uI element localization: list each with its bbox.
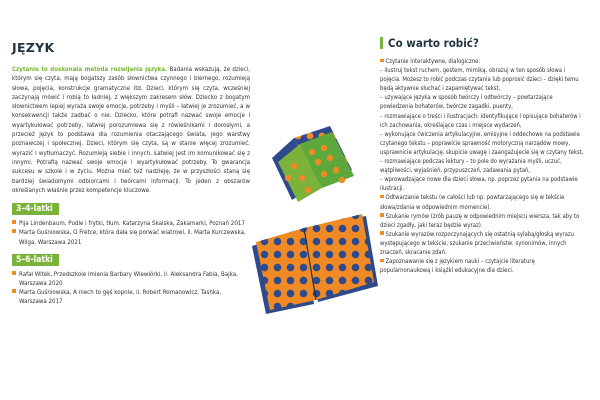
bullet-icon: [380, 231, 384, 235]
heading-bar: [380, 37, 383, 49]
section-heading: JĘZYK: [12, 40, 55, 55]
book-item: Marta Guśniowska, O Fretce, która dała się porwać wiatrowi, il. Marta Kurczewska, Wilga, Warszawa 2021: [12, 228, 250, 246]
bullet-icon: [380, 259, 384, 263]
book-item: Rafał Witek, Przedszkole imienia Barbary Wiewiórki, il. Aleksandra Fabia, Bajka, Warszawa 2020: [12, 270, 250, 288]
age-badge-5-6: 5–6-latki: [12, 254, 59, 266]
activity-item: – wykonujące ćwiczenia artykulacyjne, emisyjne i oddechowe na podstawie czytanego tekstu – poprawicie sprawność motoryczną narządów mowy, usprawnicie artykulację, skupicie uwagę i zaangażujecie się w czytany tekst,: [380, 131, 584, 156]
activities-list: [380, 58, 586, 276]
right-column: [380, 36, 586, 276]
bullet-icon: [12, 271, 16, 275]
book-item: Pija Lindenbaum, Pudle i frytki, tłum. Katarzyna Skalska, Zakamarki, Poznań 2017: [12, 219, 250, 228]
activity-item: – używające języka w sposób twórczy i odtwórczy – powtarzające powiedzenia bohaterów, twórcze zagadki, puenty,: [380, 95, 553, 111]
left-column: [12, 40, 250, 307]
activity-item: Czytanie interaktywne, dialogiczne:: [380, 58, 586, 67]
bullet-icon: [12, 220, 16, 224]
bullet-icon: [12, 289, 16, 293]
intro-text: Badania wskazują, że dzieci, którym się czyta, mają bogatszy zasób słownictwa czynnego i biernego, rozumieją słowa, pojęcia, konstrukcje gramatyczne itd. Dzieci, którym się czyta, wcześniej zaczynają mówić i robią to ładniej, z większym zakresem słów. Dziecko z bogatym słownictwem lepiej wyraża swoje emocje, potrzeby i myśli – łatwiej je zrozumieć, a w konsekwencji także zadbać o nie. Dziecko, które potrafi nazwać swoje emocje i wyartykułować potrzeby, łatwiej porozumiewa się z rówieśnikami i dorosłymi, a przecież język to podstawa dla rozumienia otaczającego świata, jego warstwy poznawczej i społecznej. Dzieci, którym się czyta, są w stanie więcej zrozumieć, wyrazić i wytłumaczyć. Rozumieją siebie i innych. Łatwiej jest im komunikować się z innymi. Potrafią nazwać swoje emocje i wyartykułować potrzeby. To gwarancja sukcesu w szkole i w życiu. Można mieć też nadzieję, że w przyszłości staną się bardziej świadomymi odbiorcami i twórcami informacji. To jeden z obszarów określanych właśnie przez kompetencje kluczowe.: [12, 66, 250, 194]
bullet-icon: [380, 59, 384, 63]
activity-item: – ilustruj tekst ruchem, gestem, mimiką, obrazuj w ten sposób słowa i pojęcia. Możesz to robić podczas czytania lub poprosić dzieci – dzięki temu będą aktywnie słuchać i zapamiętywać tekst,: [380, 68, 579, 93]
flying-books-illustration: [232, 118, 392, 318]
activity-item: – wprowadzające nowe dla dzieci słowa, np. poprzez pytania na podstawie ilustracji.: [380, 177, 578, 193]
activity-item: Szukanie rymów (zrób pauzę w odpowiednim miejscu wiersza, tak aby to dzieci zgadły, jaki teraz będzie wyraz).: [380, 213, 580, 229]
book-list-3-4: [12, 219, 250, 247]
age-badge-3-4: 3–4-latki: [12, 203, 59, 215]
book-list-5-6: [12, 270, 250, 307]
activity-item: – rozmawiające o treści i ilustracjach: identyfikujące i opisujące bohaterów i ich zachowania, określające czas i miejsce wydarzeń,: [380, 113, 581, 129]
bullet-icon: [380, 213, 384, 217]
activity-item: Zapoznawanie się z językiem nauki – czytajcie literaturę popularnonaukową i książki edukacyjne dla dzieci.: [380, 259, 535, 275]
orange-book-icon: [252, 214, 378, 314]
book-item: Marta Guśniowska, A niech to gęś kopnie, il. Robert Romanowicz, Tashka, Warszawa 2017: [12, 288, 250, 306]
bullet-icon: [380, 195, 384, 199]
bullet-icon: [12, 229, 16, 233]
green-book-icon: [272, 126, 354, 202]
activity-item: Szukanie wyrazów rozpoczynających się ostatnią sylabą/głoską wyrazu występującego w tekście, szukanie przeciwieństw, synonimów, innych znaczeń, skracanie zdań.: [380, 231, 575, 256]
right-heading: Co warto robić?: [380, 36, 586, 50]
intro-lead: Czytanie to doskonała metoda rozwijania języka.: [12, 66, 168, 73]
activity-item: Odtwarzanie tekstu (w całości lub np. powtarzającego się w tekście słowa/zdania w odpowiednim momencie).: [380, 195, 565, 211]
activity-item: – rozmawiające podczas lektury – to pole do wyrażania myśli, uczuć, wątpliwości, wyjaśnień, przypuszczeń, zadawania pytań,: [380, 159, 562, 175]
intro-paragraph: [12, 65, 250, 195]
